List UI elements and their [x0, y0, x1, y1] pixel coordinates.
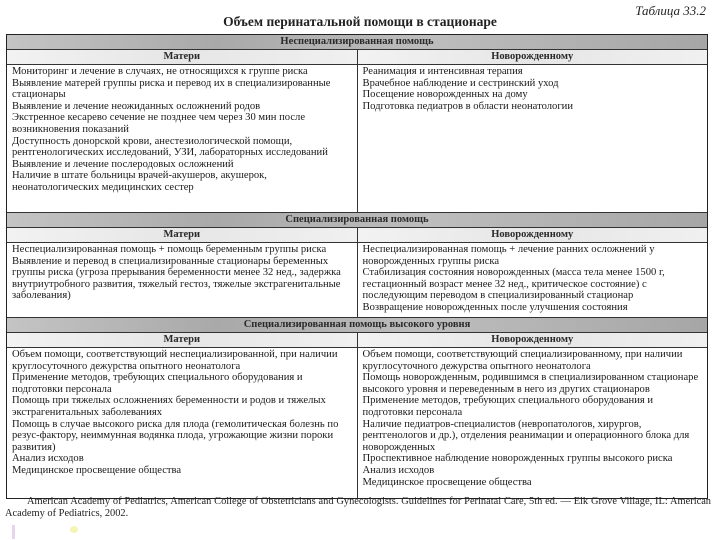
list-item: Помощь в случае высокого риска для плода (гемолитическая болезнь по резус-фактору, неиммунная водянка плода, угрожающие жизни пороки развития) [12, 418, 339, 453]
table-row [7, 243, 707, 318]
list-item: Выявление и лечение неожиданных осложнений родов [12, 100, 261, 112]
list-item: Возвращение новорожденных после улучшения состояния [362, 301, 628, 313]
column-header-newborn: Новорожденному [357, 228, 708, 242]
list-item: Стабилизация состояния новорожденных (масса тела менее 1500 г, гестационный возраст менее 32 нед., критическое состояние) с последующим переводом в специализированный стационар [362, 267, 665, 302]
column-header-mother: Матери [7, 228, 357, 242]
section-heading-nonspecialized: Неспециализированная помощь [7, 35, 707, 50]
perinatal-care-table [6, 34, 708, 499]
list-item: Выявление матерей группы риска и перевод их в специализированные стационары [12, 77, 331, 101]
section-heading-specialized: Специализированная помощь [7, 213, 707, 228]
column-headers [7, 50, 707, 65]
list-item: Наличие педиатров-специалистов (невропатологов, хирургов, рентгенологов и др.), отделения реанимации и операционного блока для новорожденных [362, 418, 690, 453]
mother-cell [7, 348, 357, 498]
column-headers [7, 228, 707, 243]
list-item: Применение методов, требующих специального оборудования и подготовки персонала [362, 395, 654, 418]
scan-artifact [70, 526, 78, 533]
list-item: Наличие в штате больницы врачей-акушеров, акушерок, неонатологических медицинских сестер [12, 170, 267, 193]
list-item: Посещение новорожденных на дому [362, 89, 528, 101]
section-heading-high-level: Специализированная помощь высокого уровня [7, 318, 707, 333]
column-header-newborn: Новорожденному [357, 50, 708, 64]
list-item: Выявление и лечение послеродовых осложнений [12, 158, 234, 170]
column-header-mother: Матери [7, 333, 357, 347]
list-item: Медицинское просвещение общества [362, 476, 532, 488]
list-item: Помощь новорожденным, родившимся в специализированном стационаре высокого уровня и переведенным в него из других стационаров [362, 372, 699, 395]
mother-cell [7, 65, 357, 212]
column-header-newborn: Новорожденному [357, 333, 708, 347]
page-title: Объем перинатальной помощи в стационаре [223, 14, 497, 29]
table-label: Таблица 33.2 [635, 3, 706, 18]
list-item: Выявление и перевод в специализированные стационары беременных группы риска (угроза прерывания беременности менее 32 нед., задержка внутриутробного развития, тяжелый гестоз, тяжелые экстрагенитальные заболевания) [12, 255, 341, 302]
list-item: Помощь при тяжелых осложнениях беременности и родов и тяжелых экстрагенитальных заболеваниях [12, 395, 326, 418]
table-row [7, 348, 707, 498]
newborn-cell [357, 348, 708, 498]
list-item: Доступность донорской крови, анестезиологической помощи, рентгенологических исследований, УЗИ, лабораторных исследований [12, 135, 328, 159]
list-item: Объем помощи, соответствующий специализированному, при наличии круглосуточного дежурства опытного неонатолога [362, 349, 683, 372]
list-item: Анализ исходов [362, 464, 435, 476]
list-item: Экстренное кесарево сечение не позднее чем через 30 мин после возникновения показаний [12, 112, 306, 135]
list-item: Врачебное наблюдение и сестринский уход [362, 77, 559, 89]
list-item: Медицинское просвещение общества [12, 464, 182, 476]
list-item: Неспециализированная помощь + помощь беременным группы риска [12, 244, 327, 255]
scan-artifact [12, 525, 15, 539]
list-item: Объем помощи, соответствующий неспециализированной, при наличии круглосуточного дежурства опытного неонатолога [12, 349, 338, 372]
list-item: Анализ исходов [12, 453, 84, 465]
newborn-cell [357, 243, 708, 317]
list-item: Подготовка педиатров в области неонатологии [362, 100, 574, 112]
list-item: Применение методов, требующих специального оборудования и подготовки персонала [12, 372, 303, 395]
mother-cell [7, 243, 357, 317]
list-item: Неспециализированная помощь + лечение ранних осложнений у новорожденных группы риска [362, 244, 655, 267]
list-item: Проспективное наблюдение новорожденных группы высокого риска [362, 453, 673, 465]
list-item: Мониторинг и лечение в случаях, не относящихся к группе риска [12, 66, 308, 77]
citation: American Academy of Pediatrics, American College of Obstetricians and Gynecologists. Guidelines for Perinatal Care, 5th ed. — Elk Grove Village, IL: American Academy of Pediatrics, 2002. [5, 496, 711, 519]
column-header-mother: Матери [7, 50, 357, 64]
table-row [7, 65, 707, 213]
list-item: Реанимация и интенсивная терапия [362, 66, 523, 77]
newborn-cell [357, 65, 708, 212]
column-headers [7, 333, 707, 348]
